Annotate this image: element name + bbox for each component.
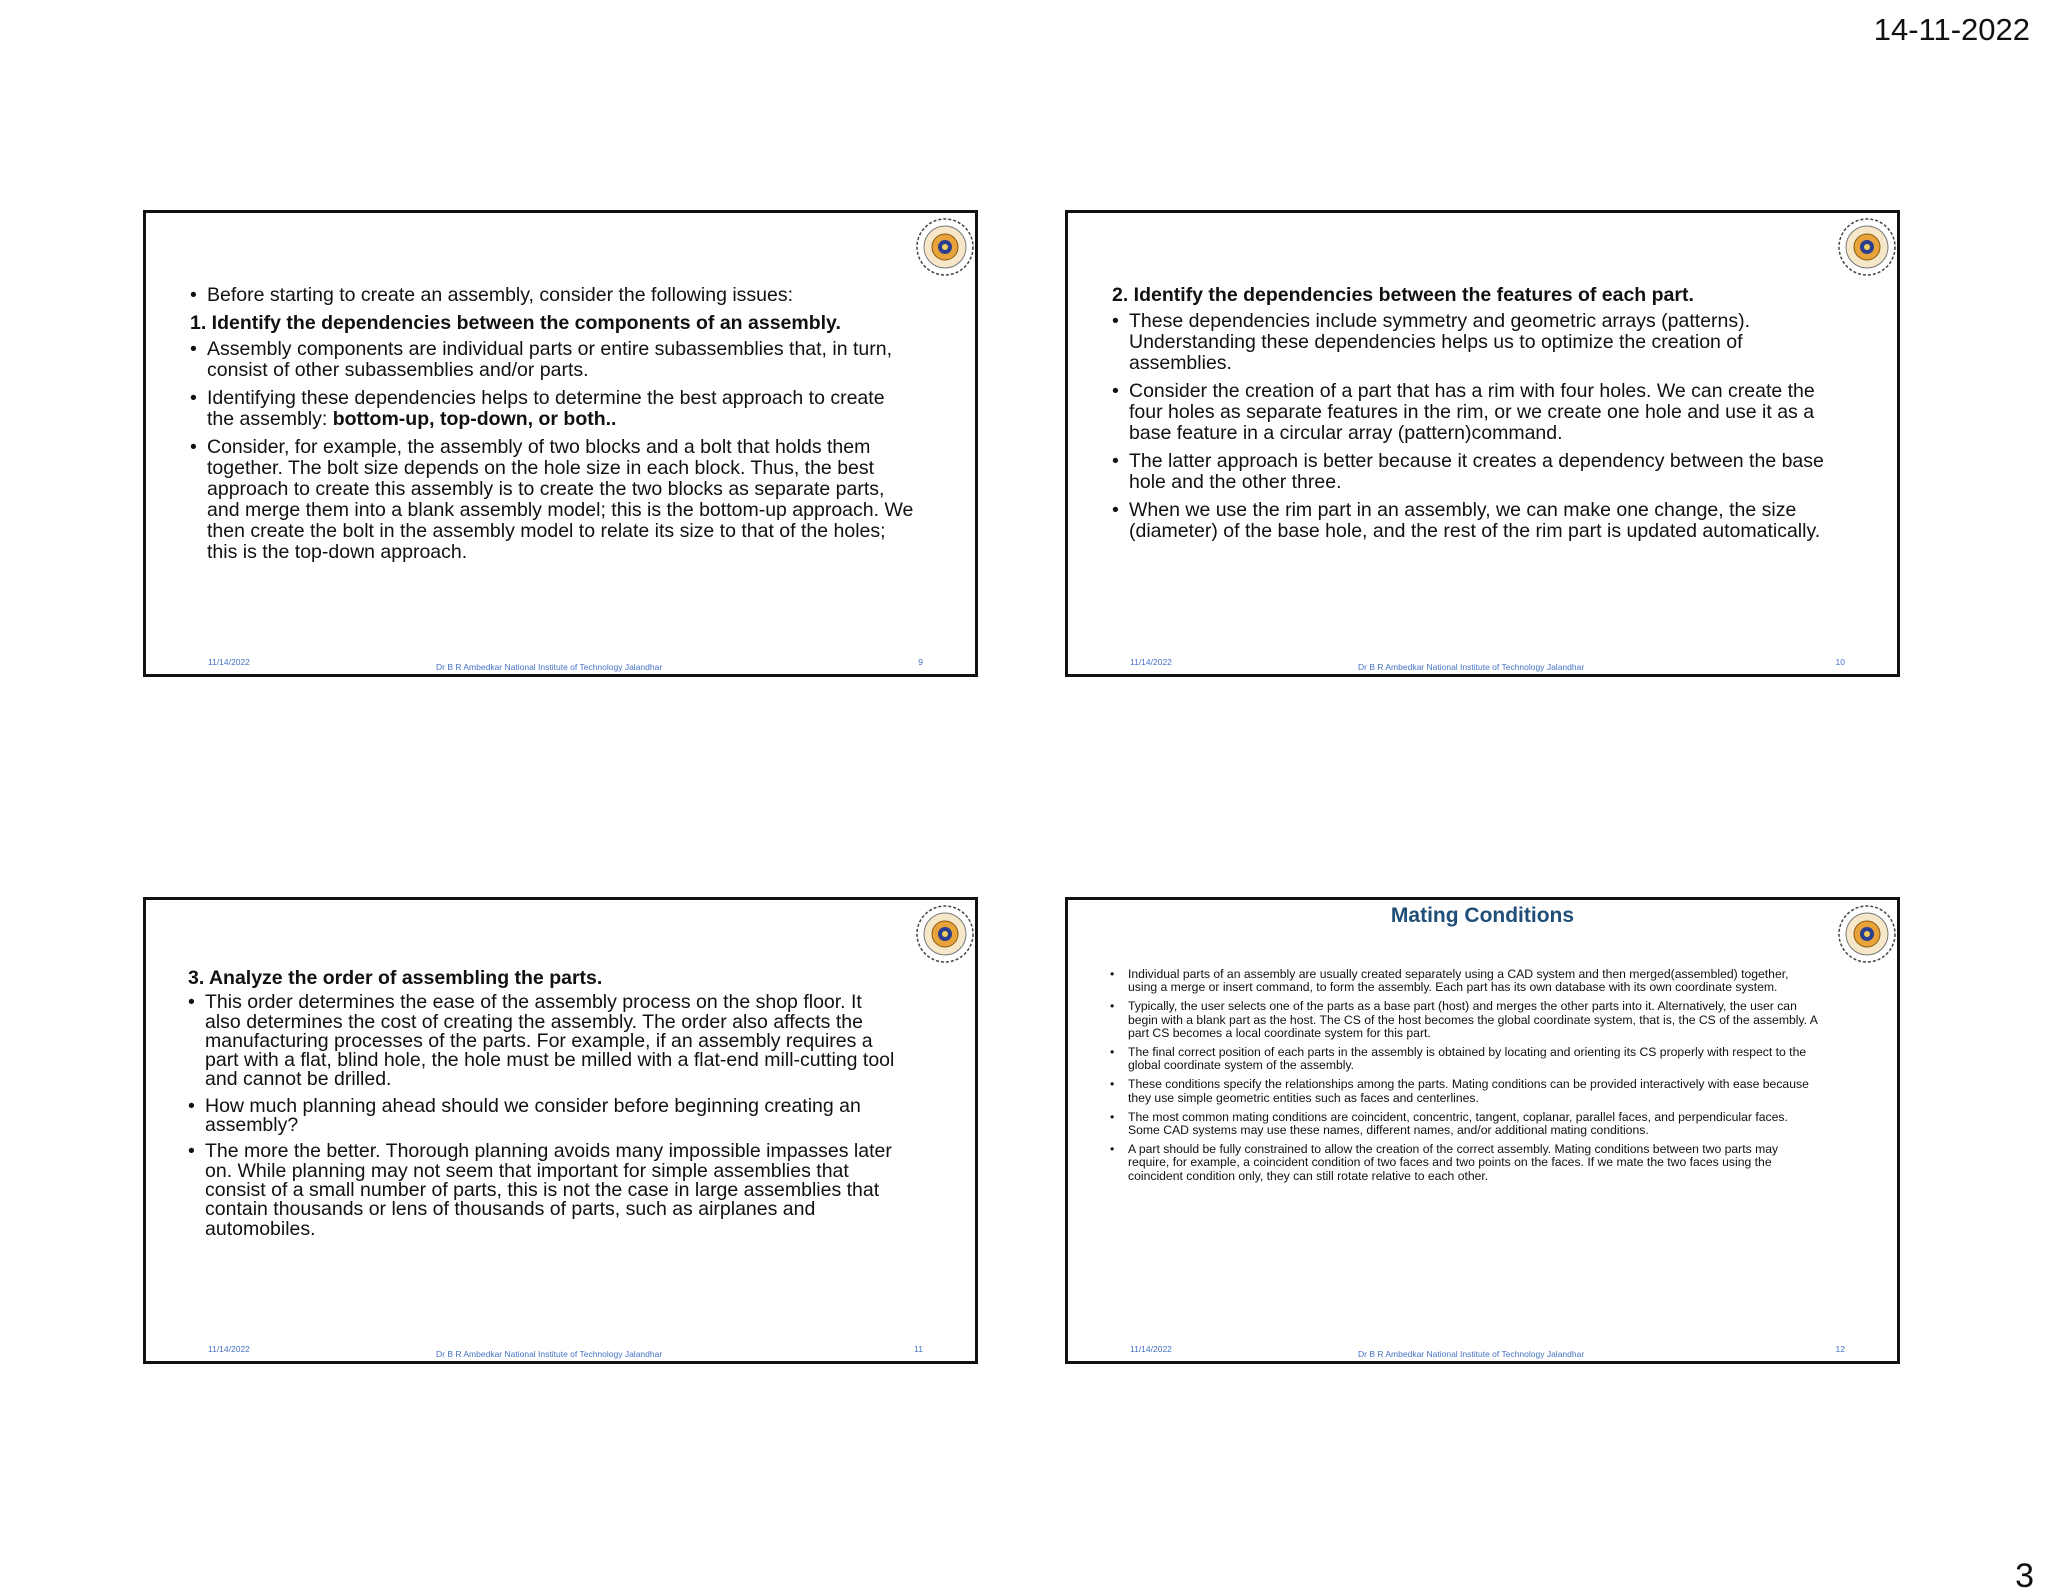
footer-institute: Dr B R Ambedkar National Institute of Technology Jalandhar <box>1358 1349 1585 1359</box>
list-item: • How much planning ahead should we consider before beginning creating an assembly? <box>188 1094 861 1137</box>
list-item: • Before starting to create an assembly, consider the following issues: <box>190 284 794 306</box>
footer-date: 11/14/2022 <box>1130 1344 1172 1354</box>
list-item: • The more the better. Thorough planning avoids many impossible impasses later on. While planning may not seem that important for simple assemblies that consist of a small number of parts, this is not the case in large assemblies that contain thousands or lens of thousands of parts, such as airplanes and automobiles. <box>188 1140 892 1240</box>
page-number: 3 <box>2015 1557 2034 1595</box>
list-item: • Individual parts of an assembly are usually created separately using a CAD system and then merged(assembled) together, using a merge or insert command, to form the assembly. Each part has its own database with its own coordinate system. <box>1110 967 1789 995</box>
slide-footer <box>1068 656 1897 670</box>
list-item: • These dependencies include symmetry and geometric arrays (patterns). Understanding these dependencies helps us to optimize the creation of assemblies. <box>1112 310 1751 374</box>
footer-date: 11/14/2022 <box>208 1344 250 1354</box>
list-item: • The latter approach is better because it creates a dependency between the base hole and the other three. <box>1112 450 1824 493</box>
slide-footer <box>1068 1343 1897 1357</box>
list-item: • Consider the creation of a part that has a rim with four holes. We can create the four holes as separate features in the rim, or we create one hole and use it as a base feature in a circular array (pattern)command. <box>1112 380 1815 444</box>
section-heading: 3. Analyze the order of assembling the parts. <box>188 967 603 989</box>
slide-footer <box>146 1343 975 1357</box>
list-item: • Assembly components are individual parts or entire subassemblies that, in turn, consist of other subassemblies and/or parts. <box>190 338 893 381</box>
list-item: • The most common mating conditions are coincident, concentric, tangent, coplanar, parallel faces, and perpendicular faces. Some CAD systems may use these names, different names, and/or additional mating conditions. <box>1110 1109 1788 1138</box>
institute-logo-icon <box>915 904 975 964</box>
institute-logo-icon <box>1837 904 1897 964</box>
slide-9 <box>143 210 978 677</box>
page-date: 14-11-2022 <box>1873 12 2030 47</box>
slide-number: 11 <box>914 1344 923 1354</box>
slide-number: 10 <box>1835 657 1845 667</box>
institute-logo-icon <box>915 217 975 277</box>
list-item: • These conditions specify the relationships among the parts. Mating conditions can be provided interactively with ease because they use simple geometric entities such as faces and centerlines. <box>1110 1077 1809 1105</box>
list-item: • Consider, for example, the assembly of two blocks and a bolt that holds them together. The bolt size depends on the hole size in each block. Thus, the best approach to create this assembly is to create the two blocks as separate parts, and merge them into a blank assembly model; this is the bottom-up approach. We then create the bolt in the assembly model to relate its size to that of the holes; this is the top-down approach. <box>190 436 914 563</box>
footer-date: 11/14/2022 <box>1130 657 1172 667</box>
slide-title: Mating Conditions <box>1390 904 1575 927</box>
slide-10 <box>1065 210 1900 677</box>
footer-institute: Dr B R Ambedkar National Institute of Technology Jalandhar <box>436 1349 663 1359</box>
section-heading: 2. Identify the dependencies between the features of each part. <box>1112 284 1694 306</box>
list-item: • This order determines the ease of the assembly process on the shop floor. It also determines the cost of creating the assembly. The order also affects the manufacturing processes of the parts. For example, if an assembly requires a part with a flat, blind hole, the hole must be milled with a flat-end mill-cutting tool and cannot be drilled. <box>188 991 895 1091</box>
slide-number: 9 <box>918 657 923 667</box>
slide-footer <box>146 656 975 670</box>
list-item: • The final correct position of each parts in the assembly is obtained by locating and orienting its CS properly with respect to the global coordinate system of the assembly. <box>1110 1045 1807 1073</box>
slide-number: 12 <box>1835 1344 1845 1354</box>
list-item: • Identifying these dependencies helps to determine the best approach to create the assembly: bottom-up, top-down, or both.. <box>190 387 885 430</box>
slide-11 <box>143 897 978 1364</box>
footer-institute: Dr B R Ambedkar National Institute of Technology Jalandhar <box>436 662 663 672</box>
section-heading: 1. Identify the dependencies between the components of an assembly. <box>190 312 841 334</box>
slide-12 <box>1065 897 1900 1364</box>
footer-date: 11/14/2022 <box>208 657 250 667</box>
list-item: • When we use the rim part in an assembly, we can make one change, the size (diameter) of the base hole, and the rest of the rim part is updated automatically. <box>1112 499 1821 542</box>
footer-institute: Dr B R Ambedkar National Institute of Technology Jalandhar <box>1358 662 1585 672</box>
list-item: • A part should be fully constrained to allow the creation of the correct assembly. Mating conditions between two parts may require, for example, a coincident condition of two faces and two points on the faces. If we mate the two faces using the coincident condition only, they can still rotate relative to each other. <box>1110 1142 1779 1183</box>
institute-logo-icon <box>1837 217 1897 277</box>
list-item: • Typically, the user selects one of the parts as a base part (host) and merges the other parts into it. Alternatively, the user can begin with a blank part as the host. The CS of the host becomes the global coordinate system, that is, the CS of the assembly. A part CS becomes a local coordinate system for this part. <box>1110 999 1818 1040</box>
